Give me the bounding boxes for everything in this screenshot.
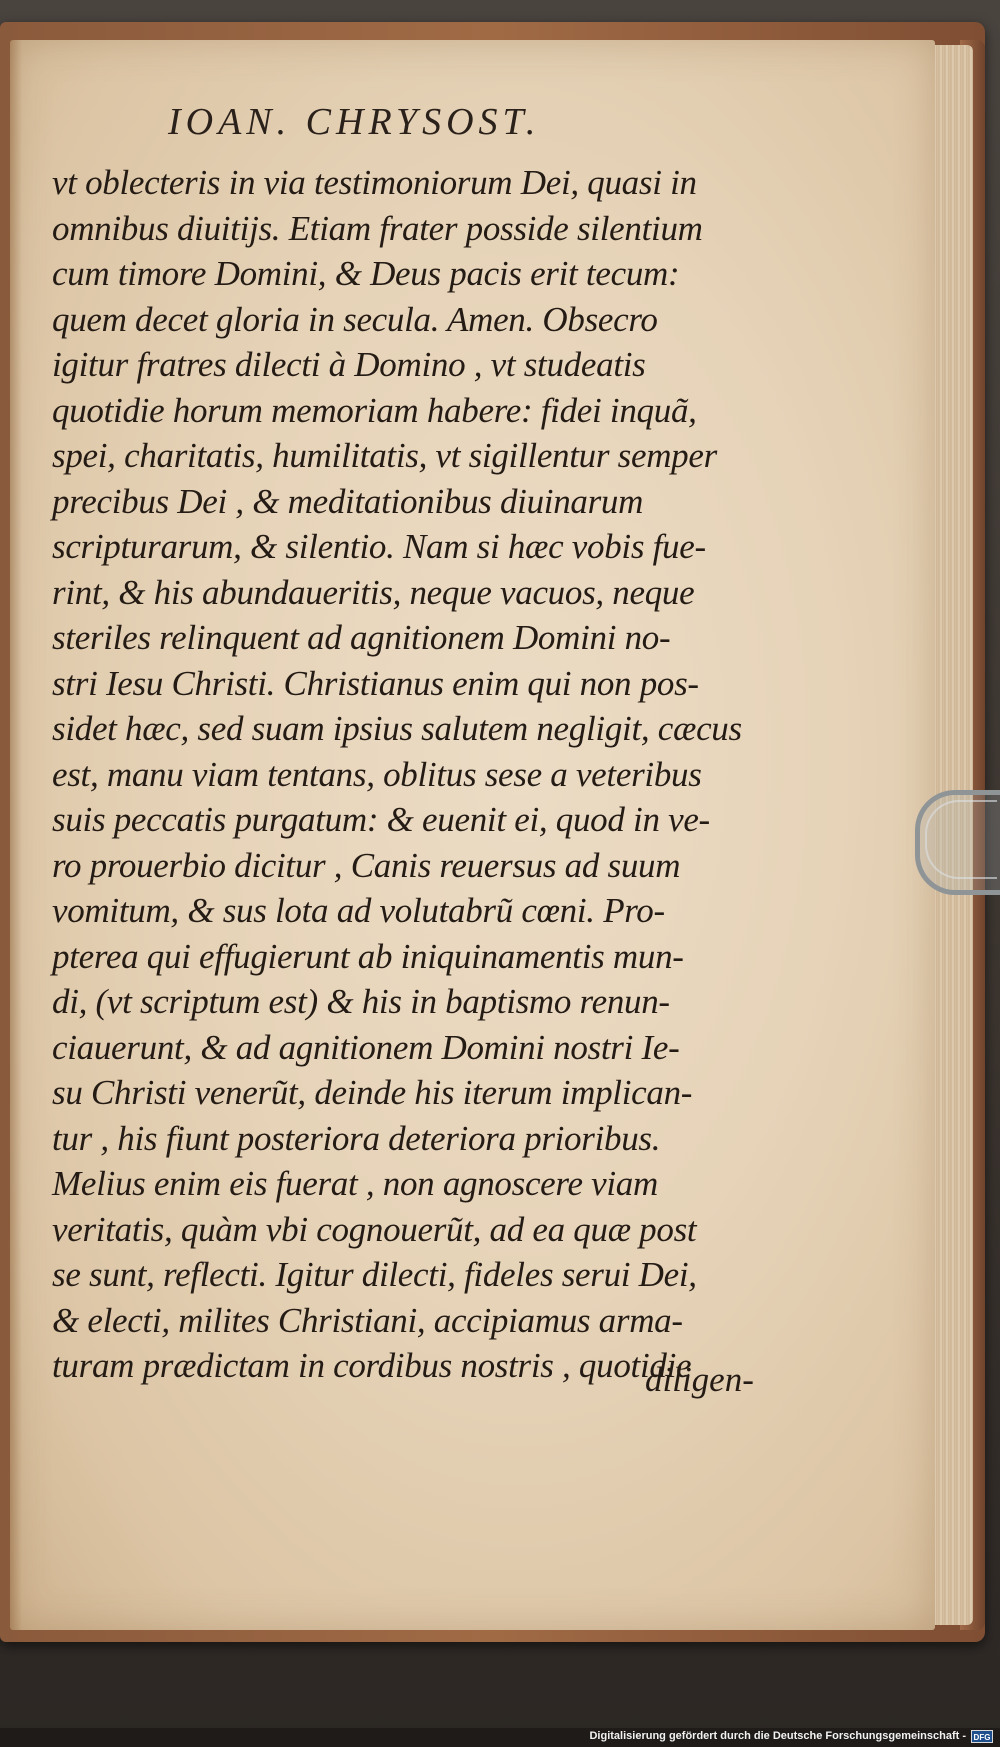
text-line: quem decet gloria in secula. Amen. Obsecro — [52, 299, 658, 339]
text-line: tur , his fiunt posteriora deteriora prioribus. — [52, 1118, 661, 1158]
text-line: Melius enim eis fuerat , non agnoscere viam — [52, 1164, 658, 1203]
text-line: rint, & his abundaueritis, neque vacuos, neque — [52, 572, 695, 612]
text-line: scripturarum, & silentio. Nam si hæc vobis fue- — [52, 527, 706, 566]
page-gutter-shadow — [10, 40, 22, 1630]
text-line: vomitum, & sus lota ad volutabrũ cœni. Pro- — [52, 891, 665, 930]
text-line: di, (vt scriptum est) & his in baptismo renun- — [52, 982, 670, 1021]
text-line: stri Iesu Christi. Christianus enim qui non pos- — [52, 663, 699, 703]
text-line: est, manu viam tentans, oblitus sese a veteribus — [52, 754, 702, 794]
text-line: spei, charitatis, humilitatis, vt sigillentur semper — [52, 436, 717, 475]
text-line: precibus Dei , & meditationibus diuinarum — [52, 481, 644, 521]
text-line: pterea qui effugierunt ab iniquinamentis mun- — [52, 936, 684, 976]
dfg-logo-icon: DFG — [971, 1730, 993, 1743]
text-line: steriles relinquent ad agnitionem Domini no- — [52, 618, 671, 657]
bookmark-clip-highlight — [925, 800, 997, 879]
text-line: ro prouerbio dicitur , Canis reuersus ad suum — [52, 845, 681, 885]
text-line: turam prædictam in cordibus nostris , quotidie — [52, 1346, 692, 1385]
text-line: se sunt, reflecti. Igitur dilecti, fideles serui Dei, — [52, 1255, 697, 1294]
text-line: su Christi venerũt, deinde his iterum implican- — [52, 1073, 693, 1112]
text-line: igitur fratres dilecti à Domino , vt studeatis — [52, 345, 646, 384]
running-head: IOAN. CHRYSOST. — [168, 101, 541, 143]
text-line: quotidie horum memoriam habere: fidei inquã, — [52, 390, 697, 430]
catchword: diligen- — [645, 1360, 754, 1399]
text-line: vt oblecteris in via testimoniorum Dei, quasi in — [52, 163, 697, 202]
text-line: suis peccatis purgatum: & euenit ei, quod in ve- — [52, 800, 710, 839]
text-line: ciauerunt, & ad agnitionem Domini nostri Ie- — [52, 1027, 680, 1067]
text-line: sidet hæc, sed suam ipsius salutem negligit, cæcus — [52, 709, 742, 748]
text-line: cum timore Domini, & Deus pacis erit tecum: — [52, 254, 680, 293]
page-text — [52, 160, 762, 1389]
footer-credit: Digitalisierung gefördert durch die Deutsche Forschungsgemeinschaft - — [589, 1730, 966, 1742]
text-line: veritatis, quàm vbi cognouerũt, ad ea quæ post — [52, 1209, 697, 1249]
text-line: & electi, milites Christiani, accipiamus arma- — [52, 1300, 683, 1340]
text-line: omnibus diuitijs. Etiam frater posside silentium — [52, 208, 703, 248]
